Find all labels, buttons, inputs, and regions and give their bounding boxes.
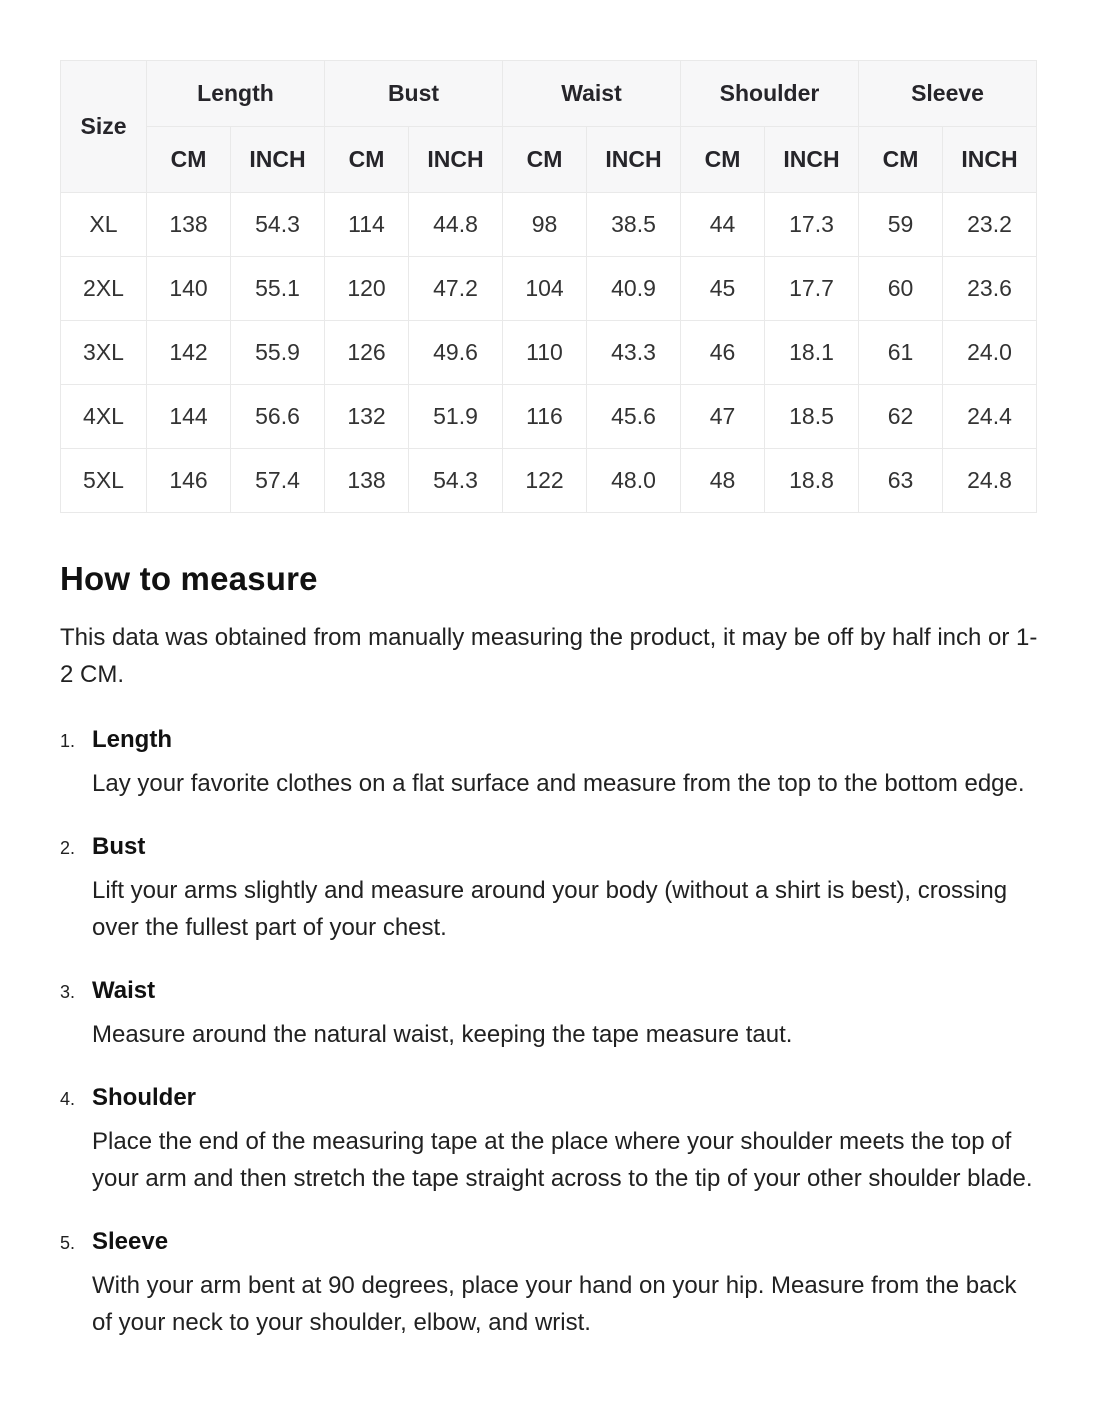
table-cell: 23.6 bbox=[943, 257, 1037, 321]
list-item-heading bbox=[60, 726, 1040, 754]
table-cell: 120 bbox=[325, 257, 409, 321]
measure-intro-text: This data was obtained from manually measuring the product, it may be off by half inch or 1-2 CM. bbox=[60, 624, 1038, 688]
list-item-heading bbox=[60, 1084, 1040, 1112]
table-cell: 60 bbox=[859, 257, 943, 321]
table-cell: 54.3 bbox=[231, 193, 325, 257]
table-cell: 23.2 bbox=[943, 193, 1037, 257]
table-cell: 114 bbox=[325, 193, 409, 257]
measure-instructions-list bbox=[60, 726, 1040, 1341]
unit-header-inch: INCH bbox=[943, 127, 1037, 193]
table-cell: 45.6 bbox=[587, 385, 681, 449]
group-header-shoulder: Shoulder bbox=[681, 61, 859, 127]
table-cell: 55.9 bbox=[231, 321, 325, 385]
size-cell: 2XL bbox=[61, 257, 147, 321]
table-cell: 126 bbox=[325, 321, 409, 385]
table-cell: 98 bbox=[503, 193, 587, 257]
table-cell: 138 bbox=[147, 193, 231, 257]
list-item-description: Lay your favorite clothes on a flat surface and measure from the top to the bottom edge. bbox=[92, 770, 1025, 797]
table-cell: 61 bbox=[859, 321, 943, 385]
table-cell: 18.1 bbox=[765, 321, 859, 385]
table-cell: 44.8 bbox=[409, 193, 503, 257]
table-cell: 46 bbox=[681, 321, 765, 385]
table-cell: 44 bbox=[681, 193, 765, 257]
table-row-2xl bbox=[61, 257, 1037, 321]
list-item-number: 5. bbox=[60, 1233, 76, 1253]
how-to-measure-heading: How to measure bbox=[60, 560, 318, 597]
group-header-bust: Bust bbox=[325, 61, 503, 127]
group-header-row bbox=[61, 61, 1037, 127]
unit-header-inch: INCH bbox=[231, 127, 325, 193]
list-item-sleeve bbox=[60, 1228, 1040, 1341]
table-cell: 55.1 bbox=[231, 257, 325, 321]
size-cell: XL bbox=[61, 193, 147, 257]
list-item-bust bbox=[60, 833, 1040, 946]
list-item-number: 3. bbox=[60, 982, 76, 1002]
list-item-term: Bust bbox=[92, 833, 146, 860]
table-cell: 104 bbox=[503, 257, 587, 321]
unit-header-cm: CM bbox=[859, 127, 943, 193]
list-item-heading bbox=[60, 977, 1040, 1005]
size-chart-body bbox=[61, 193, 1037, 513]
table-cell: 142 bbox=[147, 321, 231, 385]
list-item-term: Sleeve bbox=[92, 1228, 169, 1255]
list-item-length bbox=[60, 726, 1040, 802]
unit-header-inch: INCH bbox=[587, 127, 681, 193]
table-cell: 57.4 bbox=[231, 449, 325, 513]
table-cell: 18.5 bbox=[765, 385, 859, 449]
table-cell: 116 bbox=[503, 385, 587, 449]
table-cell: 45 bbox=[681, 257, 765, 321]
table-cell: 49.6 bbox=[409, 321, 503, 385]
unit-header-cm: CM bbox=[147, 127, 231, 193]
list-item-description: Measure around the natural waist, keeping the tape measure taut. bbox=[92, 1021, 793, 1048]
table-cell: 51.9 bbox=[409, 385, 503, 449]
list-item-number: 1. bbox=[60, 731, 76, 751]
list-item-term: Shoulder bbox=[92, 1084, 197, 1111]
list-item-shoulder bbox=[60, 1084, 1040, 1197]
table-cell: 140 bbox=[147, 257, 231, 321]
size-cell: 4XL bbox=[61, 385, 147, 449]
table-cell: 59 bbox=[859, 193, 943, 257]
unit-header-inch: INCH bbox=[765, 127, 859, 193]
table-cell: 43.3 bbox=[587, 321, 681, 385]
table-cell: 48.0 bbox=[587, 449, 681, 513]
size-cell: 5XL bbox=[61, 449, 147, 513]
table-cell: 18.8 bbox=[765, 449, 859, 513]
list-item-heading bbox=[60, 1228, 1040, 1256]
table-cell: 54.3 bbox=[409, 449, 503, 513]
list-item-term: Waist bbox=[92, 977, 156, 1004]
table-cell: 144 bbox=[147, 385, 231, 449]
size-cell: 3XL bbox=[61, 321, 147, 385]
table-cell: 48 bbox=[681, 449, 765, 513]
table-cell: 24.8 bbox=[943, 449, 1037, 513]
table-row-5xl bbox=[61, 449, 1037, 513]
unit-header-cm: CM bbox=[681, 127, 765, 193]
unit-header-cm: CM bbox=[325, 127, 409, 193]
table-cell: 47 bbox=[681, 385, 765, 449]
group-header-sleeve: Sleeve bbox=[859, 61, 1037, 127]
unit-header-row bbox=[61, 127, 1037, 193]
list-item-heading bbox=[60, 833, 1040, 861]
size-column-header: Size bbox=[61, 61, 147, 193]
table-row-3xl bbox=[61, 321, 1037, 385]
list-item-waist bbox=[60, 977, 1040, 1053]
table-cell: 56.6 bbox=[231, 385, 325, 449]
table-cell: 17.3 bbox=[765, 193, 859, 257]
list-item-description: Place the end of the measuring tape at the place where your shoulder meets the top of your arm and then stretch the tape straight across to the tip of your other shoulder blade. bbox=[92, 1128, 1033, 1192]
table-row-4xl bbox=[61, 385, 1037, 449]
size-chart-table bbox=[60, 60, 1037, 513]
table-cell: 138 bbox=[325, 449, 409, 513]
table-cell: 132 bbox=[325, 385, 409, 449]
unit-header-cm: CM bbox=[503, 127, 587, 193]
table-cell: 40.9 bbox=[587, 257, 681, 321]
list-item-description: Lift your arms slightly and measure around your body (without a shirt is best), crossing over the fullest part of your chest. bbox=[92, 877, 1008, 941]
table-cell: 146 bbox=[147, 449, 231, 513]
size-chart-header bbox=[61, 61, 1037, 193]
table-cell: 47.2 bbox=[409, 257, 503, 321]
list-item-description: With your arm bent at 90 degrees, place your hand on your hip. Measure from the back of your neck to your shoulder, elbow, and wrist. bbox=[92, 1272, 1017, 1336]
table-cell: 62 bbox=[859, 385, 943, 449]
table-cell: 63 bbox=[859, 449, 943, 513]
group-header-waist: Waist bbox=[503, 61, 681, 127]
table-cell: 24.0 bbox=[943, 321, 1037, 385]
group-header-length: Length bbox=[147, 61, 325, 127]
list-item-number: 4. bbox=[60, 1089, 76, 1109]
table-cell: 17.7 bbox=[765, 257, 859, 321]
list-item-term: Length bbox=[92, 726, 172, 753]
unit-header-inch: INCH bbox=[409, 127, 503, 193]
table-cell: 122 bbox=[503, 449, 587, 513]
list-item-number: 2. bbox=[60, 838, 76, 858]
table-cell: 110 bbox=[503, 321, 587, 385]
table-row-xl bbox=[61, 193, 1037, 257]
table-cell: 24.4 bbox=[943, 385, 1037, 449]
table-cell: 38.5 bbox=[587, 193, 681, 257]
